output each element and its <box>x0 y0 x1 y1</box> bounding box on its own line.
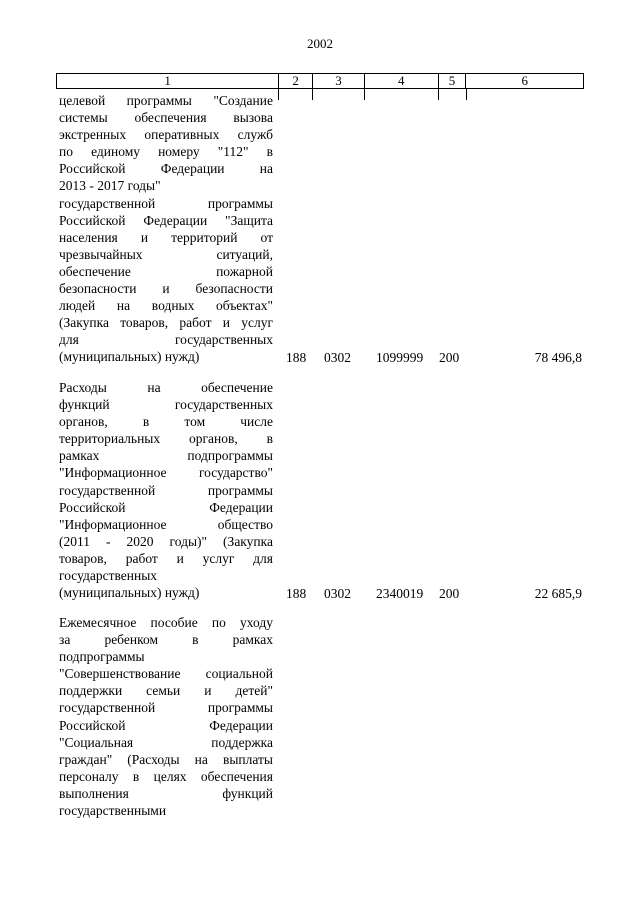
description-line: государственной программы <box>59 482 273 498</box>
admin-code: 188 <box>286 586 307 601</box>
description-line: Российской Федерации "Защита <box>59 212 273 228</box>
description-line: поддержки семьи и детей" <box>59 683 273 699</box>
header-col-3: 3 <box>312 74 364 88</box>
description-line: государственной программы <box>59 195 273 211</box>
description-line: целевой программы "Создание <box>59 93 273 108</box>
description-line: "Информационное государство" <box>59 465 273 481</box>
section-code: 0302 <box>324 350 351 365</box>
page-number: 2002 <box>307 36 333 51</box>
description-line: по единому номеру "112" в <box>59 144 273 160</box>
description-line: граждан" (Расходы на выплаты <box>59 751 273 767</box>
description-line: выполнения функций <box>59 785 273 801</box>
header-col-1: 1 <box>164 73 171 88</box>
description-line: товаров, работ и услуг для <box>59 550 273 566</box>
description-line: Российской Федерации <box>59 717 273 733</box>
section-code: 0302 <box>324 586 351 601</box>
description-line: системы обеспечения вызова <box>59 110 273 126</box>
column-divider <box>466 89 467 100</box>
description-line: территориальных органов, в <box>59 431 273 447</box>
row-description <box>59 614 273 819</box>
description-line: Расходы на обеспечение <box>59 380 273 395</box>
admin-code: 188 <box>286 350 307 365</box>
description-line: Ежемесячное пособие по уходу <box>59 615 273 630</box>
description-line: чрезвычайных ситуаций, <box>59 246 273 262</box>
description-line: безопасности и безопасности <box>59 281 273 297</box>
description-line: людей на водных объектах" <box>59 298 273 314</box>
expense-type-code: 200 <box>439 586 460 601</box>
description-line: подпрограммы <box>59 649 145 665</box>
column-divider <box>312 89 313 100</box>
column-divider <box>438 89 439 100</box>
description-line: государственных <box>59 568 158 584</box>
description-line: государственными <box>59 803 167 819</box>
header-col-2: 2 <box>278 74 312 88</box>
description-line: "Совершенствование социальной <box>59 666 273 682</box>
description-line: Российской Федерации <box>59 499 273 515</box>
description-line: (муниципальных) нужд) <box>59 349 200 365</box>
header-col-5: 5 <box>438 74 466 88</box>
description-line: органов, в том числе <box>59 414 273 430</box>
description-line: за ребенком в рамках <box>59 632 273 648</box>
header-col-4: 4 <box>364 74 438 88</box>
description-line: "Информационное общество <box>59 516 273 532</box>
row-description <box>59 92 273 366</box>
description-line: рамках подпрограммы <box>59 448 273 464</box>
table-header-row <box>56 73 584 89</box>
description-line: (Закупка товаров, работ и услуг <box>59 315 273 331</box>
description-line: Российской Федерации на <box>59 161 273 177</box>
description-line: государственной программы <box>59 700 273 716</box>
table-row <box>59 379 273 601</box>
description-line: функций государственных <box>59 397 273 413</box>
table-row <box>59 92 273 366</box>
description-line: (муниципальных) нужд) <box>59 585 200 601</box>
target-code: 1099999 <box>376 350 424 365</box>
target-code: 2340019 <box>376 586 424 601</box>
description-line: экстренных оперативных служб <box>59 127 273 143</box>
amount: 78 496,8 <box>534 350 582 365</box>
amount: 22 685,9 <box>534 586 582 601</box>
table-row <box>59 614 273 819</box>
description-line: (2011 - 2020 годы)" (Закупка <box>59 533 273 549</box>
description-line: обеспечение пожарной <box>59 263 273 279</box>
description-line: "Социальная поддержка <box>59 734 273 750</box>
description-line: для государственных <box>59 332 273 348</box>
header-col-6: 6 <box>465 74 583 88</box>
description-line: персоналу в целях обеспечения <box>59 768 273 784</box>
expense-type-code: 200 <box>439 350 460 365</box>
description-line: населения и территорий от <box>59 229 273 245</box>
description-line: 2013 - 2017 годы" <box>59 178 161 194</box>
column-divider <box>364 89 365 100</box>
column-divider <box>278 89 279 100</box>
row-description <box>59 379 273 601</box>
